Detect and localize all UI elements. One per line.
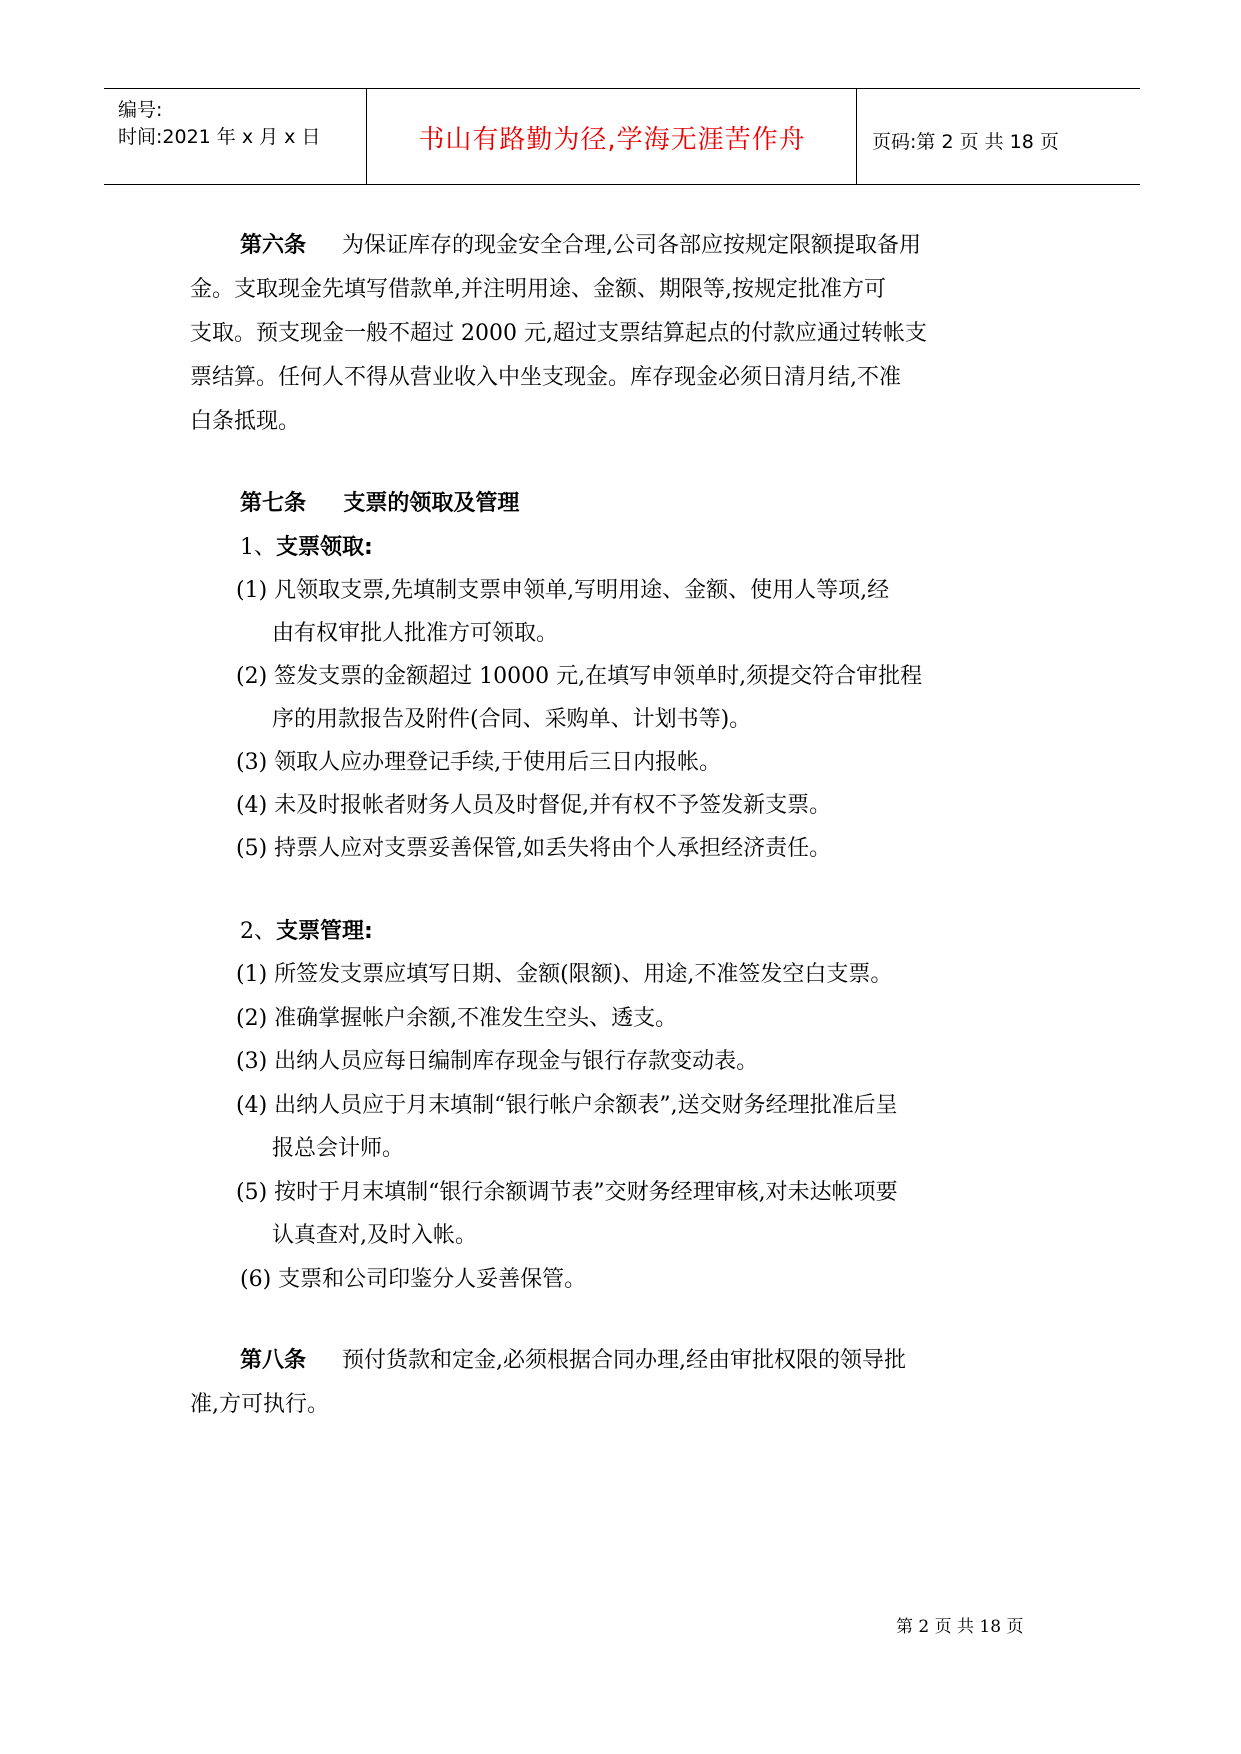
section1-heading: [240, 530, 373, 561]
list-item: (1) 所签发支票应填写日期、金额(限额)、用途,不准签发空白支票。: [236, 962, 893, 987]
article6-line: 票结算。任何人不得从营业收入中坐支现金。库存现金必须日清月结,不准: [190, 365, 901, 390]
page-header: [104, 88, 1140, 185]
section2-title: 支票管理:: [276, 919, 373, 944]
list-item-continuation: 序的用款报告及附件(合同、采购单、计划书等)。: [272, 707, 752, 732]
list-item: (4) 未及时报帐者财务人员及时督促,并有权不予签发新支票。: [236, 793, 832, 818]
header-motto: 书山有路勤为径,学海无涯苦作舟: [418, 125, 806, 155]
article6-title: 第六条: [240, 233, 307, 258]
article6-first-line: [240, 228, 921, 259]
section2-number: 2、: [240, 919, 276, 944]
article8-line: 准,方可执行。: [190, 1392, 329, 1417]
header-page-cell: [858, 89, 1140, 184]
article7-heading: [240, 486, 519, 517]
article8-first-line: [240, 1343, 906, 1374]
page-footer: 第 2 页 共 18 页: [896, 1617, 1024, 1637]
list-item-continuation: 认真查对,及时入帐。: [272, 1223, 477, 1248]
list-item: (1) 凡领取支票,先填制支票申领单,写明用途、金额、使用人等项,经: [236, 578, 890, 603]
list-item-continuation: 报总会计师。: [272, 1136, 405, 1161]
section1-title: 支票领取:: [276, 535, 373, 560]
list-item: (3) 出纳人员应每日编制库存现金与银行存款变动表。: [236, 1049, 759, 1074]
header-motto-cell: [368, 89, 857, 184]
article6-line: 白条抵现。: [190, 409, 301, 434]
list-item: (3) 领取人应办理登记手续,于使用后三日内报帐。: [236, 750, 722, 775]
article6-line: 金。支取现金先填写借款单,并注明用途、金额、期限等,按规定批准方可: [190, 277, 886, 302]
section1-number: 1、: [240, 535, 276, 560]
list-item: (5) 按时于月末填制“银行余额调节表”交财务经理审核,对未达帐项要: [236, 1180, 898, 1205]
article8-line: 预付货款和定金,必须根据合同办理,经由审批权限的领导批: [342, 1348, 907, 1373]
header-meta-cell: [104, 89, 367, 184]
header-page-info: 页码:第 2 页 共 18 页: [872, 131, 1059, 153]
document-time-label: 时间:2021 年 x 月 x 日: [118, 126, 321, 148]
document-number-label: 编号:: [118, 99, 163, 121]
article8-title: 第八条: [240, 1348, 307, 1373]
list-item-continuation: 由有权审批人批准方可领取。: [272, 621, 559, 646]
list-item: (2) 签发支票的金额超过 10000 元,在填写申领单时,须提交符合审批程: [236, 664, 923, 689]
article7-subject: 支票的领取及管理: [343, 491, 520, 516]
article6-line: 支取。预支现金一般不超过 2000 元,超过支票结算起点的付款应通过转帐支: [190, 321, 927, 346]
article6-line: 为保证库存的现金安全合理,公司各部应按规定限额提取备用: [342, 233, 922, 258]
article7-title: 第七条: [240, 491, 307, 516]
list-item: (2) 准确掌握帐户余额,不准发生空头、透支。: [236, 1006, 678, 1031]
list-item: (4) 出纳人员应于月末填制“银行帐户余额表”,送交财务经理批准后呈: [236, 1093, 898, 1118]
list-item: (6) 支票和公司印鉴分人妥善保管。: [240, 1267, 587, 1292]
list-item: (5) 持票人应对支票妥善保管,如丢失将由个人承担经济责任。: [236, 836, 832, 861]
section2-heading: [240, 914, 373, 945]
